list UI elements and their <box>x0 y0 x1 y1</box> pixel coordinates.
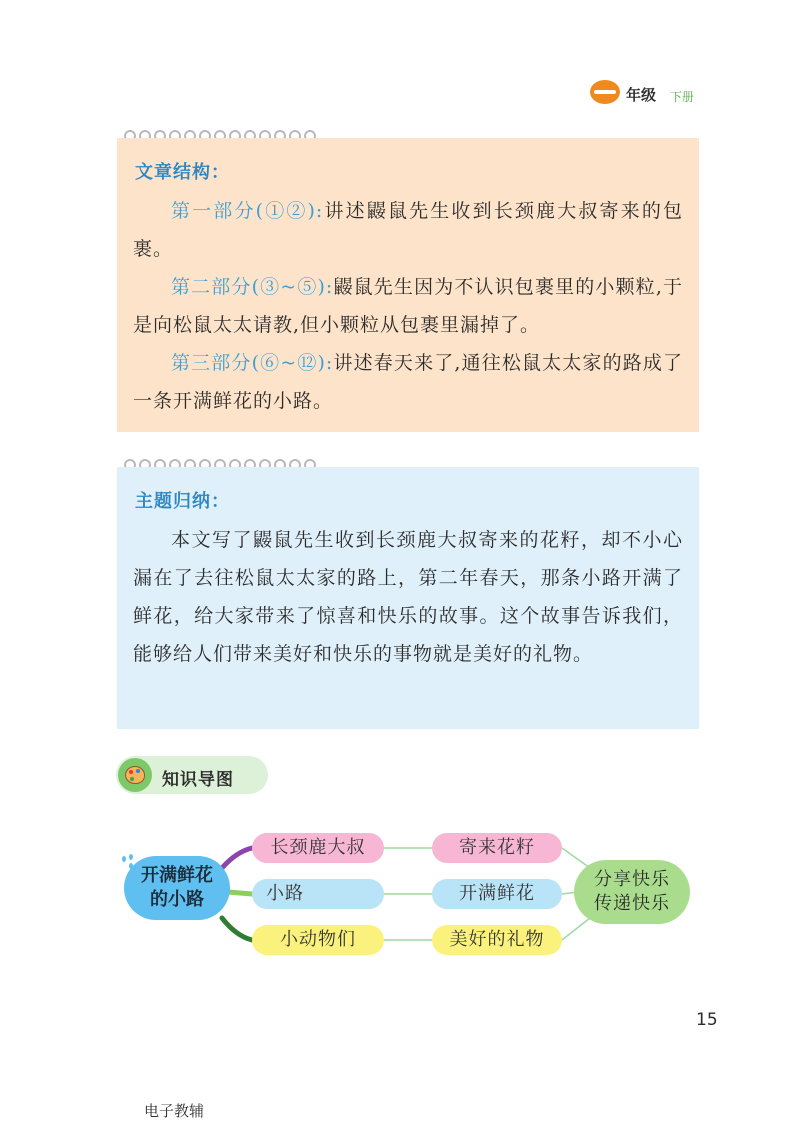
part-3-label: 第三部分( <box>171 352 260 374</box>
term-label: 下册 <box>670 90 695 104</box>
connector-to-result-3 <box>562 918 590 940</box>
part-2-text: 鼹鼠先生因为不认识包裹里的小颗粒,于是向松鼠太太请教,但小颗粒从包裹里漏掉了。 <box>133 276 684 336</box>
connector-center-bottom <box>222 918 252 940</box>
knowledge-map-title: 知识导图 <box>162 770 234 790</box>
connector-center-middle <box>228 892 252 894</box>
footer-note: 电子教辅 <box>144 1102 205 1120</box>
part-3-label-close: ): <box>317 352 334 374</box>
part-2-label-close: ): <box>317 276 334 298</box>
connector-to-result-1 <box>562 848 590 868</box>
center-line-1: 开满鲜花 <box>141 865 213 886</box>
part-1-label-close: ): <box>307 200 324 222</box>
mind-map-result <box>574 860 690 924</box>
node-giraffe-uncle: 长颈鹿大叔 <box>252 833 384 863</box>
part-2-nums: ③~⑤ <box>260 276 318 298</box>
node-path: 小路 <box>252 879 384 909</box>
part-3-text: 讲述春天来了,通往松鼠太太家的路成了一条开满鲜花的小路。 <box>133 352 684 412</box>
node-sent-seeds: 寄来花籽 <box>432 833 562 863</box>
part-1-text: 讲述鼹鼠先生收到长颈鹿大叔寄来的包裹。 <box>133 200 683 260</box>
node-full-of-flowers: 开满鲜花 <box>432 879 562 909</box>
center-line-2: 的小路 <box>150 889 204 910</box>
part-1-label: 第一部分( <box>171 200 265 222</box>
part-3-nums: ⑥~⑫ <box>260 352 318 374</box>
theme-text: 本文写了鼹鼠先生收到长颈鹿大叔寄来的花籽，却不小心漏在了去往松鼠太太家的路上，第二年春天，那条小路开满了鲜花，给大家带来了惊喜和快乐的故事。这个故事告诉我们，能够给人们带来美好和快乐的事物就是美好的礼物。 <box>133 529 683 665</box>
part-2-label: 第二部分( <box>171 276 260 298</box>
page-number: 15 <box>696 1010 718 1030</box>
mind-map-center <box>124 856 230 920</box>
theme-title: 主题归纳： <box>135 491 230 512</box>
grade-label: 年级 <box>626 86 657 104</box>
part-1-nums: ①② <box>264 200 308 222</box>
node-small-animals: 小动物们 <box>252 925 384 955</box>
structure-title: 文章结构： <box>135 162 230 183</box>
result-line-1: 分享快乐 <box>594 869 670 890</box>
result-line-2: 传递快乐 <box>594 893 670 914</box>
node-beautiful-gift: 美好的礼物 <box>432 925 562 955</box>
